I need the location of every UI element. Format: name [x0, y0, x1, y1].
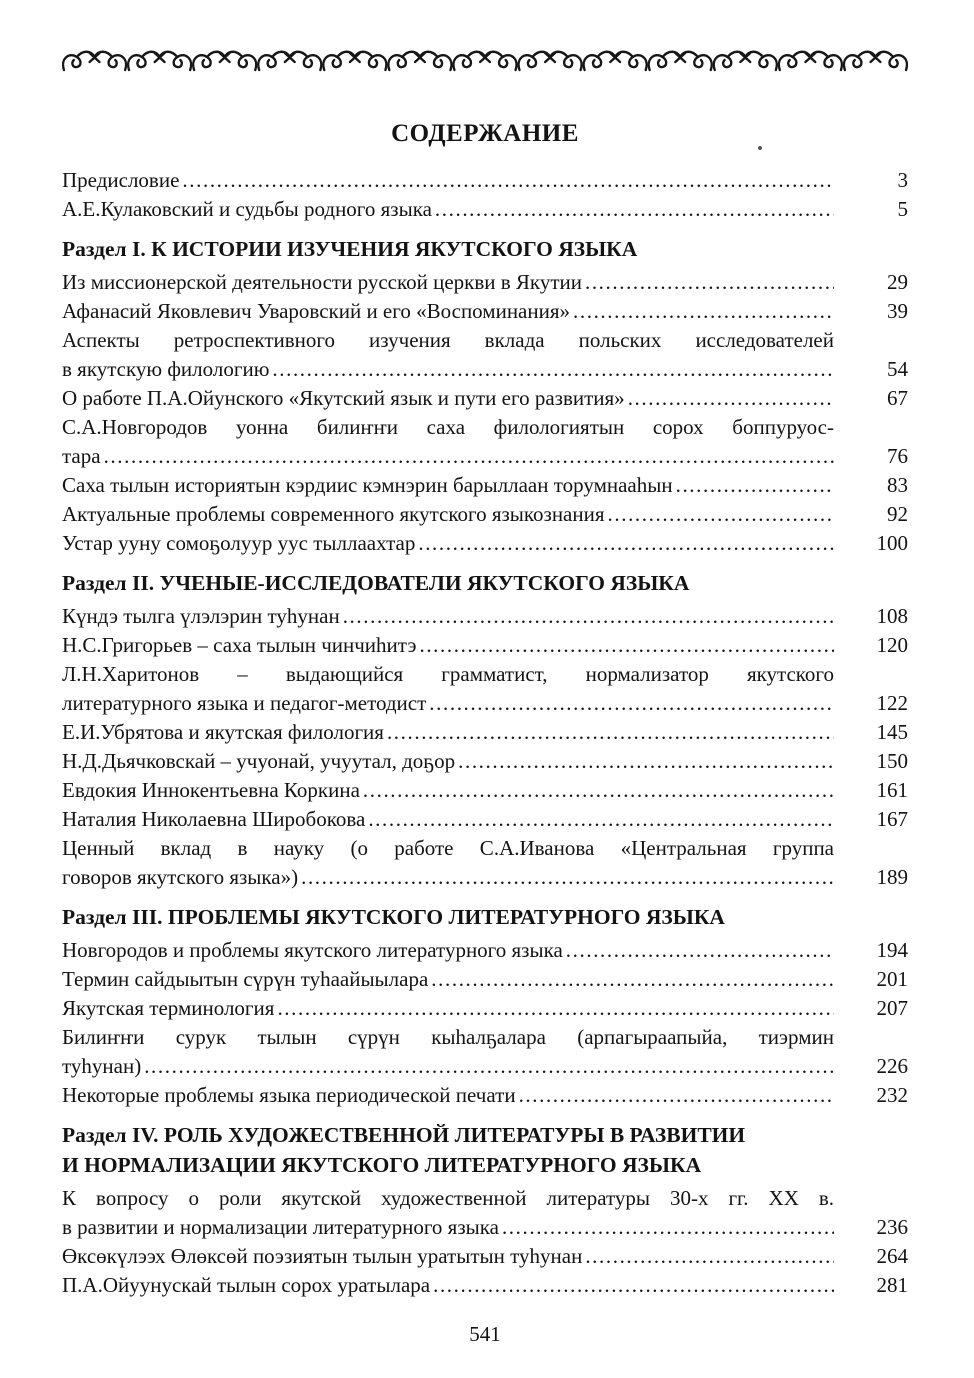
toc-entry	[62, 994, 908, 1023]
toc-entry	[62, 805, 908, 834]
toc-entry-title: говоров якутского языка»)	[62, 865, 299, 889]
toc-entry-page-number: 264	[876, 1244, 908, 1268]
toc-entry-title: Н.С.Григорьев – саха тылын чинчиһитэ	[62, 633, 417, 657]
dot-leader	[585, 268, 834, 297]
toc-entry-page-number: 236	[876, 1215, 908, 1239]
dot-leader	[363, 776, 834, 805]
dot-leader	[272, 355, 834, 384]
toc-entry	[62, 1213, 908, 1242]
toc-entry-page-number: 281	[876, 1273, 908, 1297]
dot-leader	[343, 602, 834, 631]
toc-entry-title: Өксөкүлээх Өлөксөй поэзиятын тылын уратытын туһунан	[62, 1244, 583, 1268]
toc-entry-page-number: 207	[876, 996, 908, 1020]
stray-mark	[758, 146, 762, 150]
toc-entry-page-number: 201	[876, 967, 908, 991]
toc-entry-title: Устар ууну сомоҕолуур уус тыллаахтар	[62, 531, 416, 555]
toc-section-header-line: Раздел III. ПРОБЛЕМЫ ЯКУТСКОГО ЛИТЕРАТУРНОГО ЯЗЫКА	[62, 905, 725, 929]
dot-leader	[419, 631, 834, 660]
toc-entry-page-number: 226	[876, 1054, 908, 1078]
toc-entry-title: в развитии и нормализации литературного языка	[62, 1215, 499, 1239]
dot-leader	[573, 297, 834, 326]
toc-entry-title: тара	[62, 444, 101, 468]
toc-entry-page-number: 167	[876, 807, 908, 831]
toc-entry	[62, 529, 908, 558]
toc-entry-page-number: 76	[887, 444, 908, 468]
dot-leader	[387, 718, 834, 747]
dot-leader	[608, 500, 834, 529]
toc-entry-title: Некоторые проблемы языка периодической печати	[62, 1083, 516, 1107]
dot-leader	[458, 747, 834, 776]
toc-list	[62, 166, 908, 1300]
toc-section-header-line: Раздел IV. РОЛЬ ХУДОЖЕСТВЕННОЙ ЛИТЕРАТУРЫ В РАЗВИТИИ	[62, 1123, 746, 1147]
toc-entry-line: Билиҥҥи сурук тылын сүрүн кыһалҕалара (арпагыраапыйа, тиэрмин	[62, 1025, 834, 1049]
dot-leader	[585, 1242, 834, 1271]
toc-entry	[62, 471, 908, 500]
toc-entry	[62, 602, 908, 631]
toc-entry-title: Афанасий Яковлевич Уваровский и его «Воспоминания»	[62, 299, 571, 323]
toc-entry	[62, 965, 908, 994]
toc-entry-title: Из миссионерской деятельности русской церкви в Якутии	[62, 270, 582, 294]
toc-entry-page-number: 100	[876, 531, 908, 555]
toc-entry-page-number: 145	[876, 720, 908, 744]
toc-entry-line: Ценный вклад в науку (о работе С.А.Иванова «Центральная группа	[62, 836, 834, 860]
toc-entry-page-number: 120	[876, 633, 908, 657]
toc-entry-page-number: 194	[876, 938, 908, 962]
toc-entry	[62, 747, 908, 776]
scroll-border-ornament-icon	[62, 46, 908, 80]
toc-entry	[62, 500, 908, 529]
dot-leader	[566, 936, 834, 965]
toc-entry-title: Е.И.Убрятова и якутская филология	[62, 720, 384, 744]
toc-entry-page-number: 83	[887, 473, 908, 497]
toc-entry-page-number: 54	[887, 357, 908, 381]
toc-section-header	[62, 234, 908, 264]
toc-entry-title: Предисловие	[62, 168, 180, 192]
toc-entry-page-number: 5	[897, 197, 908, 221]
toc-entry	[62, 1081, 908, 1110]
toc-entry	[62, 195, 908, 224]
toc-entry-line: Л.Н.Харитонов – выдающийся грамматист, нормализатор якутского	[62, 662, 834, 686]
toc-section-header	[62, 568, 908, 598]
toc-entry	[62, 442, 908, 471]
toc-entry	[62, 384, 908, 413]
toc-entry	[62, 718, 908, 747]
toc-entry	[62, 631, 908, 660]
dot-leader	[502, 1213, 834, 1242]
toc-entry	[62, 1052, 908, 1081]
toc-entry-title: Актуальные проблемы современного якутского языкознания	[62, 502, 605, 526]
dot-leader	[277, 994, 834, 1023]
dot-leader	[676, 471, 834, 500]
dot-leader	[433, 1271, 834, 1300]
toc-entry-page-number: 92	[887, 502, 908, 526]
toc-entry-page-number: 161	[876, 778, 908, 802]
toc-entry-title: Якутская терминология	[62, 996, 275, 1020]
toc-entry-title: туһунан)	[62, 1054, 142, 1078]
toc-entry-title: Термин сайдыытын сүрүн туһаайыылара	[62, 967, 429, 991]
dot-leader	[418, 529, 834, 558]
toc-entry	[62, 936, 908, 965]
dot-leader	[368, 805, 834, 834]
toc-entry-page-number: 39	[887, 299, 908, 323]
page-title: СОДЕРЖАНИЕ	[391, 120, 579, 147]
toc-entry-page-number: 29	[887, 270, 908, 294]
toc-entry	[62, 863, 908, 892]
dot-leader	[301, 863, 834, 892]
toc-entry-title: Евдокия Иннокентьевна Коркина	[62, 778, 360, 802]
toc-entry-title: А.Е.Кулаковский и судьбы родного языка	[62, 197, 432, 221]
toc-entry-line: Аспекты ретроспективного изучения вклада польских исследователей	[62, 328, 834, 352]
toc-entry	[62, 166, 908, 195]
toc-entry-title: О работе П.А.Ойунского «Якутский язык и пути его развития»	[62, 386, 625, 410]
toc-entry-title: Новгородов и проблемы якутского литературного языка	[62, 938, 563, 962]
dot-leader	[519, 1081, 834, 1110]
toc-entry-page-number: 67	[887, 386, 908, 410]
toc-entry-title: П.А.Ойуунускай тылын сорох уратылара	[62, 1273, 431, 1297]
toc-entry-line: К вопросу о роли якутской художественной литературы 30-х гг. ХХ в.	[62, 1186, 834, 1210]
toc-entry-page-number: 3	[897, 168, 908, 192]
toc-entry-page-number: 189	[876, 865, 908, 889]
toc-entry	[62, 1271, 908, 1300]
toc-entry-page-number: 232	[876, 1083, 908, 1107]
dot-leader	[431, 965, 834, 994]
toc-entry-title: Күндэ тылга үлэлэрин туһунан	[62, 604, 340, 628]
toc-entry-title: в якутскую филологию	[62, 357, 270, 381]
toc-section-header-line: Раздел II. УЧЕНЫЕ-ИССЛЕДОВАТЕЛИ ЯКУТСКОГО ЯЗЫКА	[62, 571, 690, 595]
toc-entry-title: Наталия Николаевна Широбокова	[62, 807, 366, 831]
toc-entry	[62, 689, 908, 718]
dot-leader	[429, 689, 834, 718]
footer-page-number: 541	[469, 1322, 501, 1346]
toc-section-header-line: Раздел I. К ИСТОРИИ ИЗУЧЕНИЯ ЯКУТСКОГО ЯЗЫКА	[62, 237, 638, 261]
toc-entry-title: литературного языка и педагог-методист	[62, 691, 427, 715]
toc-entry	[62, 297, 908, 326]
dot-leader	[435, 195, 834, 224]
toc-entry	[62, 776, 908, 805]
dot-leader	[104, 442, 834, 471]
toc-entry-title: Н.Д.Дьячковскай – учуонай, учуутал, доҕор	[62, 749, 456, 773]
toc-entry	[62, 1242, 908, 1271]
toc-entry-page-number: 150	[876, 749, 908, 773]
toc-entry	[62, 268, 908, 297]
toc-section-header-line: И НОРМАЛИЗАЦИИ ЯКУТСКОГО ЛИТЕРАТУРНОГО ЯЗЫКА	[62, 1153, 702, 1177]
toc-section-header	[62, 902, 908, 932]
toc-entry-line: С.А.Новгородов уонна билиҥҥи саха филологиятын сорох боппуруос-	[62, 415, 834, 439]
dot-leader	[182, 166, 834, 195]
toc-entry-title: Саха тылын историятын кэрдиис кэмнэрин барыллаан торумнааһын	[62, 473, 673, 497]
dot-leader	[628, 384, 834, 413]
toc-section-header	[62, 1120, 908, 1180]
dot-leader	[144, 1052, 834, 1081]
toc-entry-page-number: 108	[876, 604, 908, 628]
toc-entry-page-number: 122	[876, 691, 908, 715]
toc-entry	[62, 355, 908, 384]
